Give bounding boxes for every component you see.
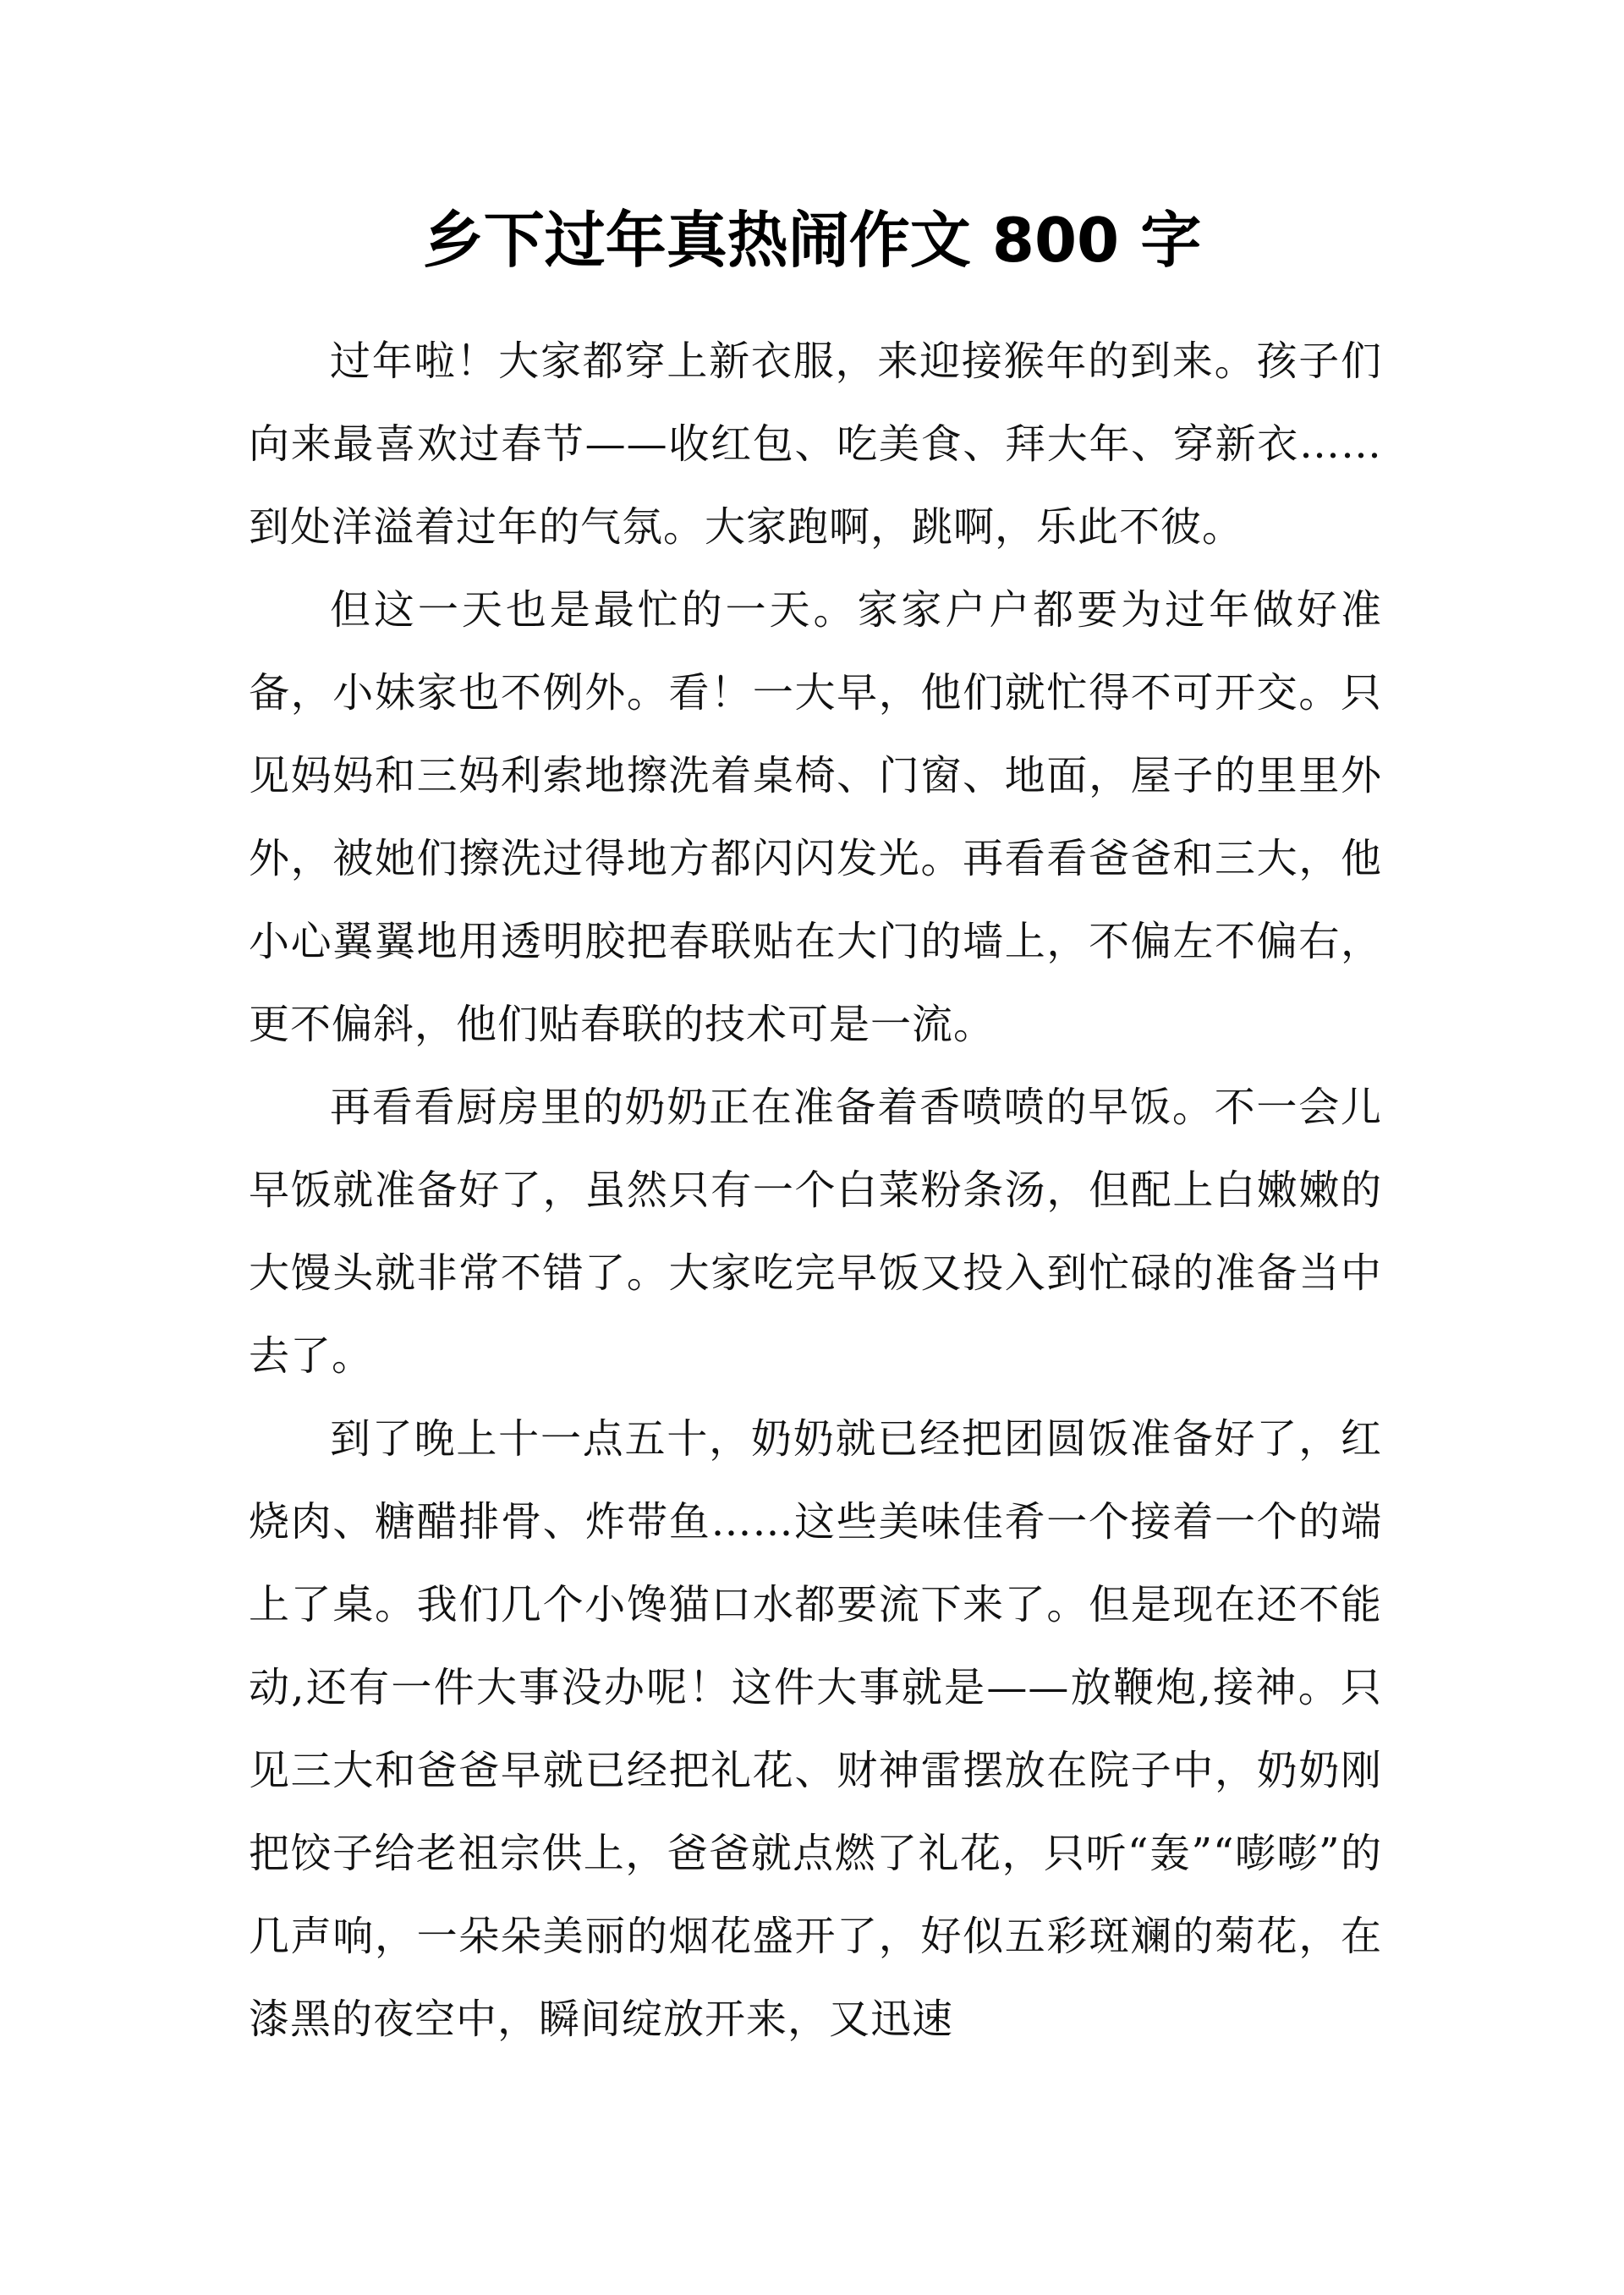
paragraph-1: 过年啦！大家都穿上新衣服，来迎接猴年的到来。孩子们向来最喜欢过春节——收红包、吃美食、拜大年、穿新衣……到处洋溢着过年的气氛。大家跑啊，跳啊，乐此不彼。: [249, 338, 1382, 551]
paragraph-3: 再看看厨房里的奶奶正在准备着香喷喷的早饭。不一会儿早饭就准备好了，虽然只有一个白菜粉条汤，但配上白嫩嫩的大馒头就非常不错了。大家吃完早饭又投入到忙碌的准备当中去了。: [249, 1084, 1382, 1380]
paragraph-4: 到了晚上十一点五十，奶奶就已经把团圆饭准备好了，红烧肉、糖醋排骨、炸带鱼……这些美味佳肴一个接着一个的端上了桌。我们几个小馋猫口水都要流下来了。但是现在还不能动,还有一件大事没办呢！这件大事就是——放鞭炮,接神。只见三大和爸爸早就已经把礼花、财神雷摆放在院子中，奶奶刚把饺子给老祖宗供上，爸爸就点燃了礼花，只听“轰”“嘭嘭”的几声响，一朵朵美丽的烟花盛开了，好似五彩斑斓的菊花，在漆黑的夜空中，瞬间绽放开来，又迅速: [249, 1415, 1382, 2043]
document-title: 乡下过年真热闹作文 800 字: [422, 205, 1202, 276]
document-body: [249, 320, 1382, 2061]
paragraph-2: 但这一天也是最忙的一天。家家户户都要为过年做好准备，小妹家也不例外。看！一大早，他们就忙得不可开交。只见妈妈和三妈利索地擦洗着桌椅、门窗、地面，屋子的里里外外，被她们擦洗过得地方都闪闪发光。再看看爸爸和三大，他小心翼翼地用透明胶把春联贴在大门的墙上，不偏左不偏右，更不偏斜，他们贴春联的技术可是一流。: [249, 586, 1382, 1048]
